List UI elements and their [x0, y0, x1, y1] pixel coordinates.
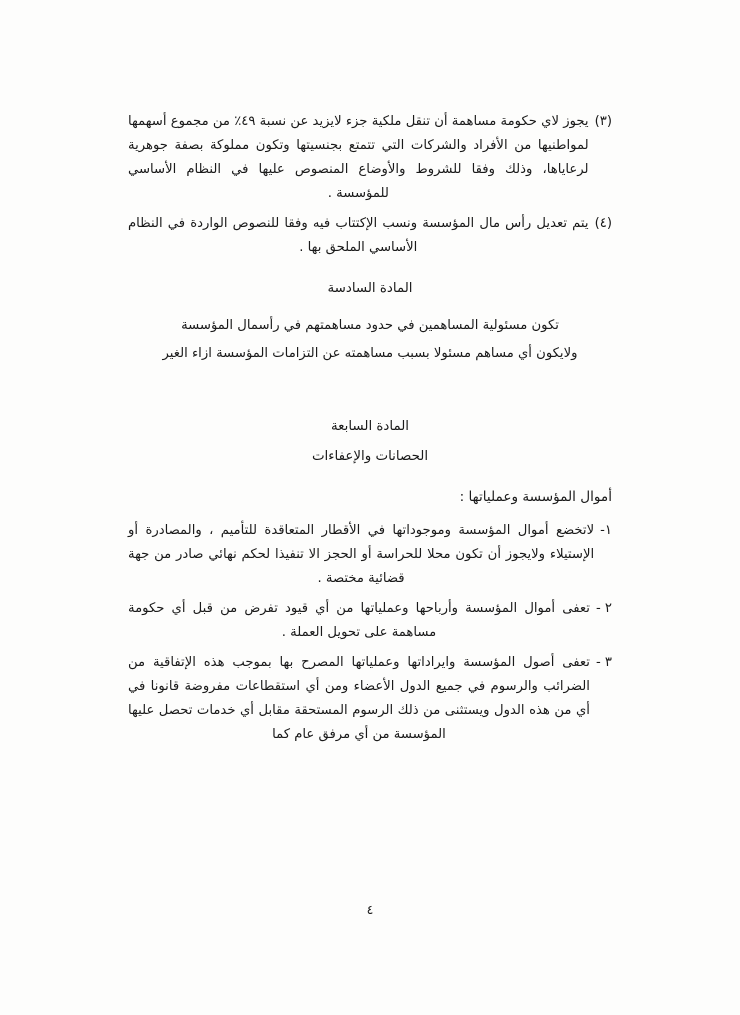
- section-label-funds: أموال المؤسسة وعملياتها :: [459, 489, 612, 506]
- clause-number: (٤): [594, 216, 612, 232]
- article-six-paragraph-2: ولايكون أي مساهم مسئولا بسبب مساهمته عن التزامات المؤسسة ازاء الغير: [162, 345, 578, 361]
- list-item: [128, 651, 612, 747]
- top-clause-list: [128, 110, 612, 260]
- list-item: [128, 597, 612, 645]
- article-six-paragraph-1: تكون مسئولية المساهمين في حدود مساهمتهم في رأسمال المؤسسة: [181, 317, 559, 333]
- list-item: [128, 212, 612, 260]
- article-seven-clause-list: [128, 519, 612, 747]
- list-item: [128, 519, 612, 591]
- article-seven-heading: المادة السابعة: [330, 419, 410, 435]
- article-seven-subheading: الحصانات والإعفاءات: [311, 449, 429, 465]
- spacer: [128, 368, 612, 402]
- clause-number: ٣ -: [595, 655, 612, 671]
- clause-text: تعفى أموال المؤسسة وأرباحها وعملياتها من أي قيود تفرض من قبل أي حكومة مساهمة على تحويل العملة .: [128, 601, 590, 641]
- clause-number: ١-: [600, 523, 612, 539]
- clause-text: يجوز لاي حكومة مساهمة أن تنقل ملكية جزء لايزيد عن نسبة ٤٩٪ من مجموع أسهمها لمواطنيها من الأفراد والشركات التي تتمتع بجنسيتها وتكون مملوكة بصفة جوهرية لرعاياها، وذلك وفقا للشروط والأوضاع المنصوص عليها في النظام الأساسي للمؤسسة .: [128, 114, 589, 202]
- page-number: ٤: [366, 902, 374, 917]
- clause-text: تعفى أصول المؤسسة وايراداتها وعملياتها المصرح بها بموجب هذه الإتفاقية من الضرائب والرسوم في جميع الدول الأعضاء ومن أي استقطاعات مفروضة قانونا في أي من هذه الدول ويستثنى من ذلك الرسوم المستحقة مقابل أي خدمات تحصل عليها المؤسسة من أي مرفق عام كما: [128, 655, 590, 743]
- clause-text: لاتخضع أموال المؤسسة وموجوداتها في الأقطار المتعاقدة للتأميم ، والمصادرة أو الإستيلاء ولايجوز أن تكون محلا للحراسة أو الحجز الا تنفيذا لحكم نهائي صادر من جهة قضائية مختصة .: [128, 523, 595, 587]
- clause-number: (٣): [594, 114, 612, 129]
- list-item: [128, 110, 612, 206]
- page-content: [128, 110, 612, 753]
- clause-text: يتم تعديل رأس مال المؤسسة ونسب الإكتتاب فيه وفقا للنصوص الواردة في النظام الأساسي الملحق بها .: [128, 216, 589, 256]
- article-six-heading: المادة السادسة: [327, 281, 413, 297]
- clause-number: ٢ -: [595, 601, 612, 617]
